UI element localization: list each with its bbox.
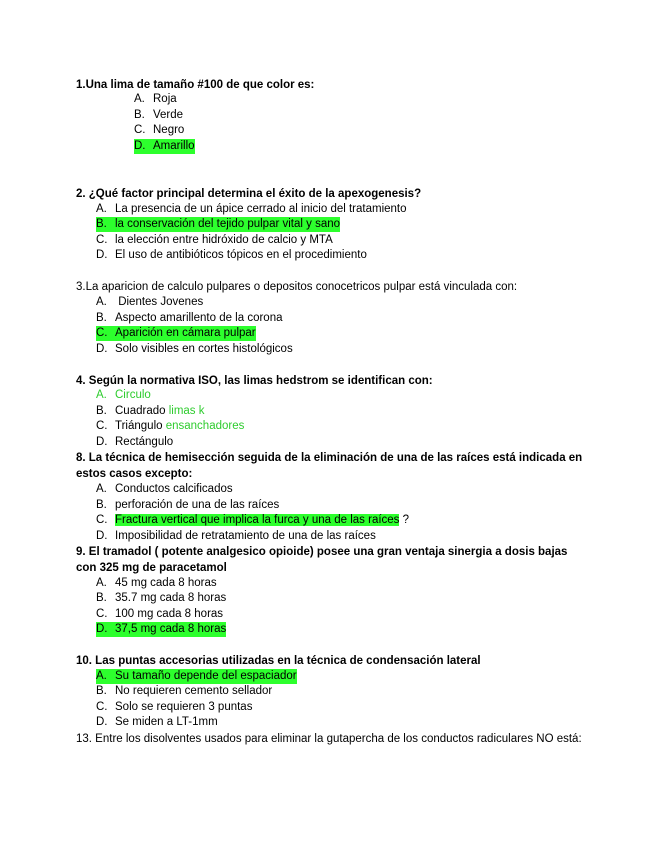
q10-option-b: B. No requieren cemento sellador: [96, 685, 273, 697]
question-1-title: 1.Una lima de tamaño #100 de que color es:: [76, 79, 315, 91]
q3-option-a: A. Dientes Jovenes: [96, 296, 204, 308]
q9-option-d-correct: D. 37,5 mg cada 8 horas: [96, 623, 227, 635]
question-3-title: 3.La aparicion de calculo pulpares o depositos conocetricos pulpar está vinculada con:: [76, 281, 518, 293]
q1-option-b: B. Verde: [134, 109, 184, 121]
q4-option-b-note: limas k: [168, 405, 205, 417]
question-8-title: 8. La técnica de hemisección seguida de la eliminación de una de las raíces está indicada en estos casos excepto:: [76, 452, 583, 480]
q8-option-a: A. Conductos calcificados: [96, 483, 233, 495]
q10-option-c: C. Solo se requieren 3 puntas: [96, 701, 253, 713]
q1-option-c: C. Negro: [134, 124, 185, 136]
question-13-title: 13. Entre los disolventes usados para eliminar la gutapercha de los conductos radiculares NO está:: [76, 733, 582, 745]
q1-option-a: A. Roja: [134, 93, 177, 105]
q2-option-b-correct: B. la conservación del tejido pulpar vital y sano: [96, 218, 341, 230]
q8-option-d: D. Imposibilidad de retratamiento de una de las raíces: [96, 530, 376, 542]
q1-option-d-correct: D. Amarillo: [134, 140, 195, 152]
q10-option-a-correct: A. Su tamaño depende del espaciador: [96, 670, 297, 682]
q4-option-d: D. Rectángulo: [96, 436, 174, 448]
q4-option-a-correct: A. Circulo: [96, 389, 151, 401]
q8-option-b: B. perforación de una de las raíces: [96, 499, 280, 511]
q9-option-c: C. 100 mg cada 8 horas: [96, 608, 224, 620]
q3-option-b: B. Aspecto amarillento de la corona: [96, 312, 283, 324]
q4-option-c-note: ensanchadores: [165, 420, 245, 432]
q8-option-c-correct: C. Fractura vertical que implica la furca y una de las raíces ?: [96, 514, 410, 526]
q2-option-a: A. La presencia de un ápice cerrado al inicio del tratamiento: [96, 203, 407, 215]
question-9-title: 9. El tramadol ( potente analgesico opioide) posee una gran ventaja sinergia a dosis bajas con 325 mg de paracetamol: [76, 546, 568, 574]
question-4-title: 4. Según la normativa ISO, las limas hedstrom se identifican con:: [76, 375, 433, 387]
q4-option-c: C. Triángulo ensanchadores: [96, 420, 245, 432]
q10-option-d: D. Se miden a LT-1mm: [96, 716, 218, 728]
question-10-title: 10. Las puntas accesorias utilizadas en la técnica de condensación lateral: [76, 655, 481, 667]
q2-option-d: D. El uso de antibióticos tópicos en el procedimiento: [96, 249, 367, 261]
q4-option-b: B. Cuadrado limas k: [96, 405, 205, 417]
q9-option-a: A. 45 mg cada 8 horas: [96, 577, 217, 589]
q9-option-b: B. 35.7 mg cada 8 horas: [96, 592, 227, 604]
question-2-title: 2. ¿Qué factor principal determina el éxito de la apexogenesis?: [76, 188, 422, 200]
q3-option-d: D. Solo visibles en cortes histológicos: [96, 343, 293, 355]
q3-option-c-correct: C. Aparición en cámara pulpar: [96, 327, 256, 339]
q2-option-c: C. la elección entre hidróxido de calcio y MTA: [96, 234, 333, 246]
